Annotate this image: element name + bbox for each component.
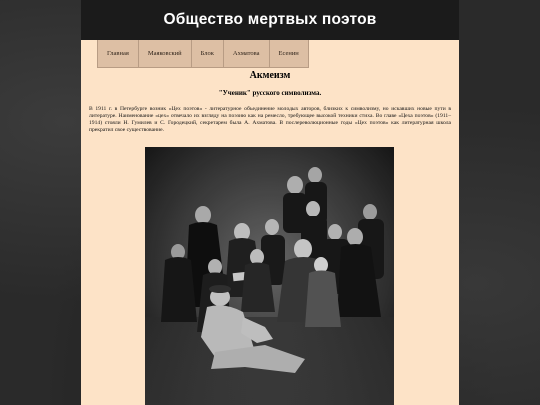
nav-item-yesenin[interactable]: Есенин: [270, 40, 309, 68]
nav-item-home[interactable]: Главная: [97, 40, 139, 68]
nav-item-akhmatova[interactable]: Ахматова: [224, 40, 270, 68]
article-body: В 1911 г. в Петербурге возник «Цех поэтов» - литературное объединение молодых авторов, близких к символизму, но искавших новые пути в литературе. Наименование «цех» отвечало их взгляду на поэзию как на ремесло, требующее высокой техники стиха. Во главе «Цеха поэтов» (1911–1914) стояли Н. Гумилев и С. Городецкий, секретарем была А. Ахматова. В послереволюционные годы «Цех поэтов» как литературная школа прекратил свое существование.: [89, 106, 451, 133]
group-photo: [145, 147, 394, 405]
nav-item-blok[interactable]: Блок: [192, 40, 224, 68]
nav-bar: [97, 40, 309, 67]
site-header: [81, 0, 459, 40]
site-title: Общество мертвых поэтов: [163, 11, 377, 28]
article-subtitle: "Ученик" русского символизма.: [218, 89, 322, 97]
page-content: [81, 40, 459, 405]
nav-item-mayakovsky[interactable]: Маяковский: [139, 40, 192, 68]
article-title: Акмеизм: [249, 70, 291, 81]
